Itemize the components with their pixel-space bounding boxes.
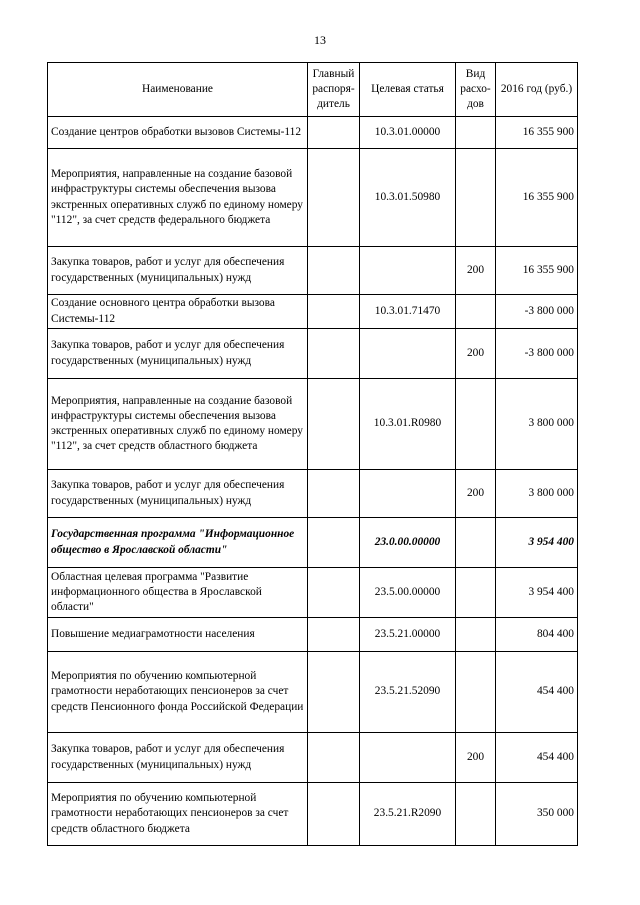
cell-name: Мероприятия, направленные на создание базовой инфраструктуры системы обеспечения вызова экстренных оперативных служб по единому номеру "112", за счет средств федерального бюджета <box>48 149 308 247</box>
table-row <box>48 379 578 470</box>
cell-target <box>360 329 456 379</box>
cell-target: 23.5.21.R2090 <box>360 783 456 846</box>
cell-amount: -3 800 000 <box>496 295 578 329</box>
table-row <box>48 329 578 379</box>
cell-manager <box>308 733 360 783</box>
cell-manager <box>308 568 360 618</box>
cell-expense-type <box>456 117 496 149</box>
cell-amount: -3 800 000 <box>496 329 578 379</box>
page-number: 13 <box>314 33 326 47</box>
cell-name: Закупка товаров, работ и услуг для обеспечения государственных (муниципальных) нужд <box>48 329 308 379</box>
cell-manager <box>308 470 360 518</box>
cell-manager <box>308 783 360 846</box>
cell-expense-type <box>456 149 496 247</box>
cell-target <box>360 247 456 295</box>
cell-expense-type: 200 <box>456 733 496 783</box>
cell-target: 23.5.00.00000 <box>360 568 456 618</box>
cell-manager <box>308 247 360 295</box>
header-name: Наименование <box>48 63 308 117</box>
cell-target <box>360 733 456 783</box>
table-row <box>48 733 578 783</box>
cell-amount: 16 355 900 <box>496 247 578 295</box>
cell-target: 10.3.01.50980 <box>360 149 456 247</box>
cell-manager <box>308 295 360 329</box>
cell-target: 10.3.01.71470 <box>360 295 456 329</box>
cell-expense-type: 200 <box>456 247 496 295</box>
header-row <box>48 63 578 117</box>
table-row <box>48 783 578 846</box>
cell-target: 23.5.21.00000 <box>360 618 456 652</box>
cell-amount: 454 400 <box>496 652 578 733</box>
cell-amount: 16 355 900 <box>496 117 578 149</box>
cell-amount: 16 355 900 <box>496 149 578 247</box>
cell-name: Закупка товаров, работ и услуг для обеспечения государственных (муниципальных) нужд <box>48 247 308 295</box>
cell-expense-type <box>456 295 496 329</box>
cell-name: Закупка товаров, работ и услуг для обеспечения государственных (муниципальных) нужд <box>48 470 308 518</box>
cell-name: Областная целевая программа "Развитие информационного общества в Ярославской области" <box>48 568 308 618</box>
table-row <box>48 149 578 247</box>
cell-amount: 3 800 000 <box>496 379 578 470</box>
cell-name: Мероприятия по обучению компьютерной грамотности неработающих пенсионеров за счет средств областного бюджета <box>48 783 308 846</box>
cell-target: 23.0.00.00000 <box>360 518 456 568</box>
cell-amount: 3 954 400 <box>496 518 578 568</box>
cell-amount: 454 400 <box>496 733 578 783</box>
table-row <box>48 568 578 618</box>
header-manager: Главный распоря-дитель <box>308 63 360 117</box>
cell-name: Повышение медиаграмотности населения <box>48 618 308 652</box>
cell-expense-type: 200 <box>456 470 496 518</box>
cell-expense-type <box>456 783 496 846</box>
header-target: Целевая статья <box>360 63 456 117</box>
cell-manager <box>308 149 360 247</box>
header-amount: 2016 год (руб.) <box>496 63 578 117</box>
table-row <box>48 652 578 733</box>
cell-amount: 350 000 <box>496 783 578 846</box>
table-row <box>48 295 578 329</box>
cell-name: Государственная программа "Информационное общество в Ярославской области" <box>48 518 308 568</box>
cell-name: Мероприятия, направленные на создание базовой инфраструктуры системы обеспечения вызова экстренных оперативных служб по единому номеру "112", за счет средств областного бюджета <box>48 379 308 470</box>
cell-manager <box>308 518 360 568</box>
cell-target: 10.3.01.00000 <box>360 117 456 149</box>
cell-name: Создание центров обработки вызовов Системы-112 <box>48 117 308 149</box>
table-row <box>48 117 578 149</box>
cell-name: Создание основного центра обработки вызова Системы-112 <box>48 295 308 329</box>
cell-target <box>360 470 456 518</box>
cell-amount: 3 954 400 <box>496 568 578 618</box>
cell-amount: 804 400 <box>496 618 578 652</box>
cell-manager <box>308 117 360 149</box>
cell-expense-type <box>456 568 496 618</box>
cell-manager <box>308 329 360 379</box>
cell-manager <box>308 618 360 652</box>
budget-table <box>47 62 578 846</box>
table-row <box>48 470 578 518</box>
cell-expense-type <box>456 618 496 652</box>
cell-name: Мероприятия по обучению компьютерной грамотности неработающих пенсионеров за счет средств Пенсионного фонда Российской Федерации <box>48 652 308 733</box>
table-row <box>48 518 578 568</box>
cell-expense-type <box>456 518 496 568</box>
cell-amount: 3 800 000 <box>496 470 578 518</box>
header-expense-type: Вид расхо-дов <box>456 63 496 117</box>
table-row <box>48 618 578 652</box>
cell-expense-type <box>456 652 496 733</box>
cell-name: Закупка товаров, работ и услуг для обеспечения государственных (муниципальных) нужд <box>48 733 308 783</box>
cell-expense-type <box>456 379 496 470</box>
cell-expense-type: 200 <box>456 329 496 379</box>
cell-target: 10.3.01.R0980 <box>360 379 456 470</box>
cell-target: 23.5.21.52090 <box>360 652 456 733</box>
table-row <box>48 247 578 295</box>
cell-manager <box>308 652 360 733</box>
cell-manager <box>308 379 360 470</box>
